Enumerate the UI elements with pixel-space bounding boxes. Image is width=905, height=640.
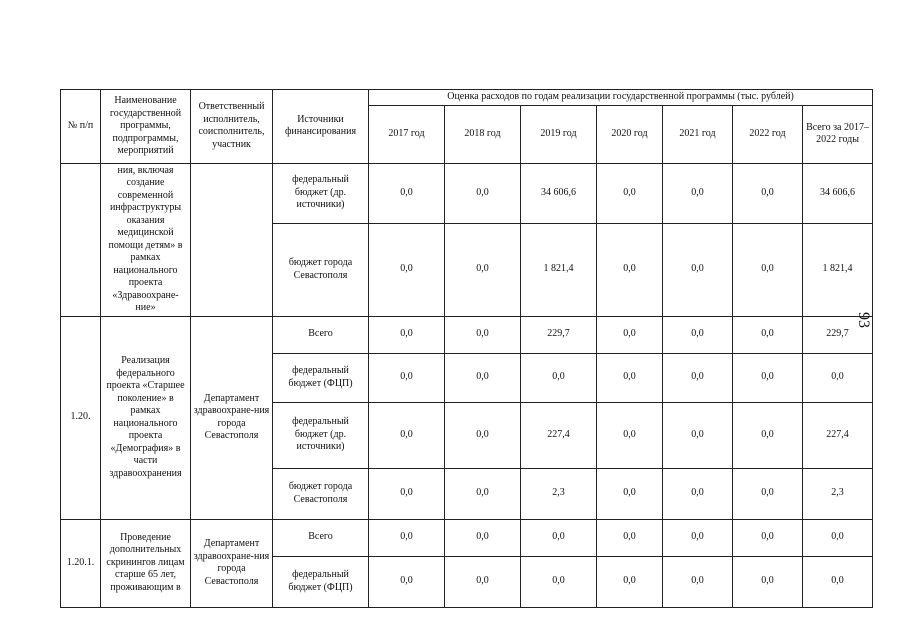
year-value: 0,0 (597, 316, 663, 353)
year-value: 0,0 (663, 353, 733, 402)
header-year: 2022 год (733, 105, 803, 163)
year-value: 1 821,4 (521, 223, 597, 316)
header-name: Наименование государственной программы, подпрограммы, мероприятий (101, 90, 191, 164)
funding-source: федеральный бюджет (ФЦП) (273, 556, 369, 607)
year-value: 0,0 (597, 353, 663, 402)
year-value: 0,0 (521, 519, 597, 556)
table-body (61, 90, 873, 608)
total-value: 0,0 (803, 519, 873, 556)
year-value: 0,0 (733, 402, 803, 468)
year-value: 0,0 (445, 468, 521, 519)
total-value: 229,7 (803, 316, 873, 353)
year-value: 0,0 (445, 556, 521, 607)
row-title: Проведение дополнительных скринингов лицам старше 65 лет, проживающим в (101, 519, 191, 607)
year-value: 0,0 (733, 468, 803, 519)
year-value: 0,0 (445, 223, 521, 316)
year-value: 0,0 (445, 402, 521, 468)
year-value: 0,0 (369, 223, 445, 316)
funding-source: Всего (273, 519, 369, 556)
header-num: № п/п (61, 90, 101, 164)
row-number (61, 163, 101, 316)
year-value: 0,0 (663, 163, 733, 223)
table-row (61, 316, 873, 353)
header-year: 2018 год (445, 105, 521, 163)
header-year: 2021 год (663, 105, 733, 163)
year-value: 0,0 (663, 556, 733, 607)
header-source: Источники финансирования (273, 90, 369, 164)
year-value: 0,0 (663, 402, 733, 468)
year-value: 34 606,6 (521, 163, 597, 223)
year-value: 0,0 (445, 316, 521, 353)
year-value: 0,0 (369, 468, 445, 519)
header-year: 2017 год (369, 105, 445, 163)
year-value: 0,0 (663, 316, 733, 353)
year-value: 227,4 (521, 402, 597, 468)
header-estimate: Оценка расходов по годам реализации государственной программы (тыс. рублей) (369, 90, 873, 106)
total-value: 1 821,4 (803, 223, 873, 316)
year-value: 0,0 (733, 353, 803, 402)
funding-source: федеральный бюджет (др. источники) (273, 163, 369, 223)
row-title: Реализация федерального проекта «Старшее поколение» в рамках национального проекта «Демография» в части здравоохранения (101, 316, 191, 519)
year-value: 0,0 (445, 353, 521, 402)
year-value: 0,0 (597, 556, 663, 607)
year-value: 0,0 (369, 519, 445, 556)
header-responsible: Ответственный исполнитель, соисполнитель, участник (191, 90, 273, 164)
total-value: 0,0 (803, 353, 873, 402)
funding-source: федеральный бюджет (др. источники) (273, 402, 369, 468)
year-value: 0,0 (369, 402, 445, 468)
year-value: 0,0 (733, 316, 803, 353)
row-responsible: Департамент здравоохране-ния города Севастополя (191, 316, 273, 519)
year-value: 0,0 (597, 468, 663, 519)
year-value: 0,0 (663, 519, 733, 556)
year-value: 0,0 (733, 163, 803, 223)
table-row (61, 519, 873, 556)
funding-source: Всего (273, 316, 369, 353)
header-year: 2020 год (597, 105, 663, 163)
page-number: 93 (855, 312, 872, 328)
year-value: 0,0 (369, 353, 445, 402)
year-value: 0,0 (597, 223, 663, 316)
year-value: 229,7 (521, 316, 597, 353)
year-value: 0,0 (369, 163, 445, 223)
year-value: 2,3 (521, 468, 597, 519)
row-number: 1.20. (61, 316, 101, 519)
row-number: 1.20.1. (61, 519, 101, 607)
year-value: 0,0 (597, 519, 663, 556)
year-value: 0,0 (445, 163, 521, 223)
total-value: 2,3 (803, 468, 873, 519)
total-value: 34 606,6 (803, 163, 873, 223)
funding-source: бюджет города Севастополя (273, 468, 369, 519)
table-row (61, 163, 873, 223)
year-value: 0,0 (733, 556, 803, 607)
total-value: 0,0 (803, 556, 873, 607)
year-value: 0,0 (521, 353, 597, 402)
year-value: 0,0 (597, 402, 663, 468)
year-value: 0,0 (445, 519, 521, 556)
header-total: Всего за 2017–2022 годы (803, 105, 873, 163)
funding-source: федеральный бюджет (ФЦП) (273, 353, 369, 402)
total-value: 227,4 (803, 402, 873, 468)
row-title: ния, включая создание современной инфраструктуры оказания медицинской помощи детям» в рамках национального проекта «Здравоохране-ние» (101, 163, 191, 316)
row-responsible: Департамент здравоохране-ния города Севастополя (191, 519, 273, 607)
year-value: 0,0 (733, 519, 803, 556)
year-value: 0,0 (597, 163, 663, 223)
year-value: 0,0 (521, 556, 597, 607)
header-year: 2019 год (521, 105, 597, 163)
year-value: 0,0 (663, 468, 733, 519)
year-value: 0,0 (369, 556, 445, 607)
year-value: 0,0 (663, 223, 733, 316)
row-responsible (191, 163, 273, 316)
funding-source: бюджет города Севастополя (273, 223, 369, 316)
year-value: 0,0 (733, 223, 803, 316)
year-value: 0,0 (369, 316, 445, 353)
header-row-1 (61, 90, 873, 106)
budget-table (60, 89, 873, 608)
